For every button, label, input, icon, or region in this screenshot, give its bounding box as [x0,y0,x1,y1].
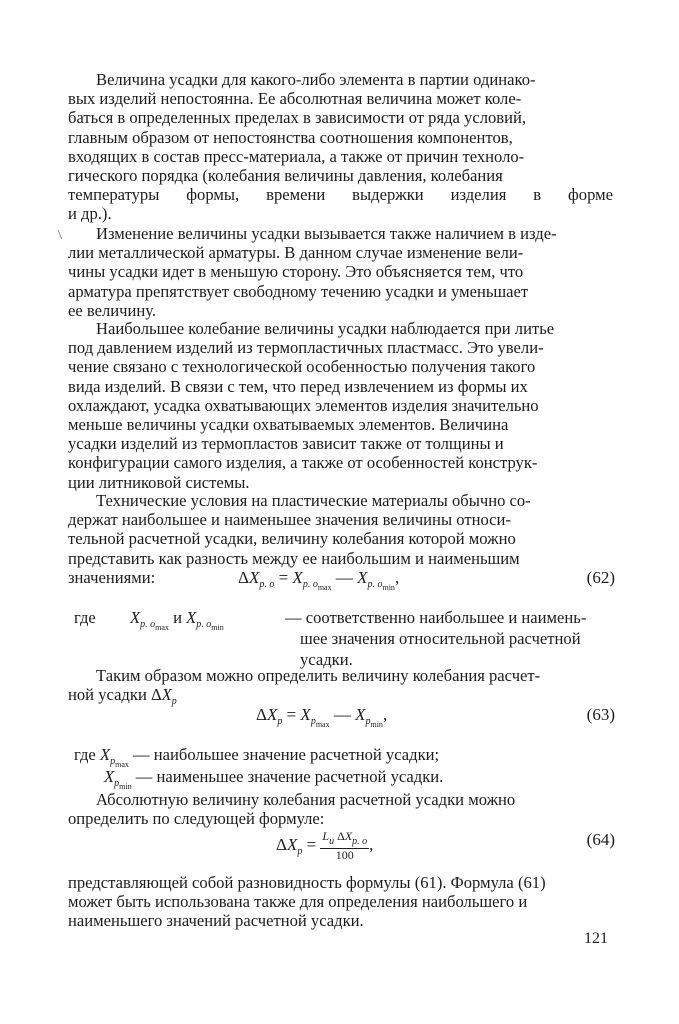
fraction-denominator: 100 [335,848,354,862]
formula-63-number: (63) [586,705,615,724]
text-line: Технические условия на пластические материалы обычно со- [96,491,531,510]
text-line: чение связано с технологической особенностью получения такого [68,357,536,377]
and-word: и [173,608,182,627]
formula-64-fraction [320,830,369,862]
text-line: может быть использована также для определения наибольшего и [68,892,528,912]
text-line: вида изделий. В связи с тем, что перед извлечением из формы их [68,376,528,396]
fraction-numerator: $L_u$ $\Delta X_{p. o}$ [322,829,368,847]
paragraph-7 [68,873,613,931]
formula-64-number: (64) [586,830,615,849]
text-line: Таким образом можно определить величину колебания расчет- [96,666,541,685]
text-line: конфигурации самого изделия, а также от особенностей конструк- [68,453,538,473]
text-line: ной усадки [68,685,147,704]
text-line: главным образом от непостоянства соотношения компонентов, [68,127,513,147]
where-word: где [74,745,96,764]
where-62-text-2: шее значения относительной расчетной [300,629,581,648]
formula-63 [200,705,615,733]
text-line: Величина усадки для какого-либо элемента в партии одинако- [96,70,536,89]
text-line: тельной расчетной усадки, величину колебания которой можно [68,529,516,549]
formula-62-expression: $\Delta X_{p. o} = X_{p. o_{max}}$ — $X_{p. o_{min}}$, [238,568,400,592]
text-line: и др.). [68,204,112,224]
where-63-min: $X_{p_{min}}$ — наименьшее значение расчетной усадки. [104,767,444,791]
text-line: баться в определенных пределах в зависимости от ряда условий, [68,108,527,128]
formula-62 [200,568,615,596]
paragraph-2 [68,224,613,320]
text-line: вых изделий непостоянна. Ее абсолютная величина может коле- [68,89,522,109]
formula-64 [200,829,615,862]
text-line: входящих в состав пресс-материала, а также от причин техноло- [68,146,525,166]
text-line: ее величину. [68,300,157,320]
text-line: ции литниковой системы. [68,472,250,492]
page-number: 121 [584,930,608,947]
text-line: Абсолютную величину колебания расчетной усадки можно [96,790,516,809]
text-line: охлаждают, усадка охватывающих элементов изделия значительно [68,395,539,415]
paragraph-6 [68,790,613,828]
text-line: лии металлической арматуры. В данном случае изменение вели- [68,243,524,263]
text-line: значениями: [68,567,156,587]
paragraph-5-line-2: ной усадки $\Delta X_p$ [68,685,177,707]
where-62-text-1: — соответственно наибольшее и наимень- [285,608,587,627]
where-63-max-text: — наибольшее значение расчетной усадки; [133,745,440,764]
where-63-min-text: — наименьшее значение расчетной усадки. [135,767,444,786]
formula-64-expression: $\Delta X_p$ = $\frac{L_u \Delta X_{p. o}}{100}$ , [276,829,374,862]
text-line: чины усадки идет в меньшую сторону. Это объясняется тем, что [68,262,524,282]
text-line: гического порядка (колебания величины давления, колебания [68,166,503,186]
text-line: усадки изделий из термопластов зависит также от толщины и [68,434,504,454]
formula-63-expression: $\Delta X_p = X_{p_{max}}$ — $X_{p_{min}}$, [256,705,388,729]
where-62-text-3: усадки. [300,650,353,669]
where-63-max: где $X_{p_{max}}$ — наибольшее значение расчетной усадки; [74,745,440,769]
text-line: под давлением изделий из термопластичных пластмасс. Это увели- [68,338,544,358]
text-line: Наибольшее колебание величины усадки наблюдается при литье [96,319,555,338]
text-line: представляющей собой разновидность формулы (61). Формула (61) [68,873,546,892]
where-word: где [74,608,96,627]
text-line: держат наибольшее и наименьшее значения величины относи- [68,510,511,530]
text-line: Изменение величины усадки вызывается также наличием в изде- [96,224,557,243]
text-line: определить по следующей формуле: [68,809,325,829]
text-line: представить как разность между ее наибольшим и наименьшим [68,548,520,568]
paragraph-3 [68,319,613,492]
where-62-variables: $X_{p. o_{max}}$ и $X_{p. o_{min}}$ [130,608,224,632]
margin-mark: \ [58,228,62,243]
paragraph-1 [68,70,613,224]
text-line: арматура препятствует свободному течению усадки и уменьшает [68,281,529,301]
text-line: меньше величины усадки охватываемых элементов. Величина [68,415,509,435]
paragraph-5 [68,666,613,685]
formula-62-number: (62) [586,568,615,587]
text-line: наименьшего значений расчетной усадки. [68,911,364,931]
text-line: температуры формы, времени выдержки изделия в форме [68,185,613,205]
